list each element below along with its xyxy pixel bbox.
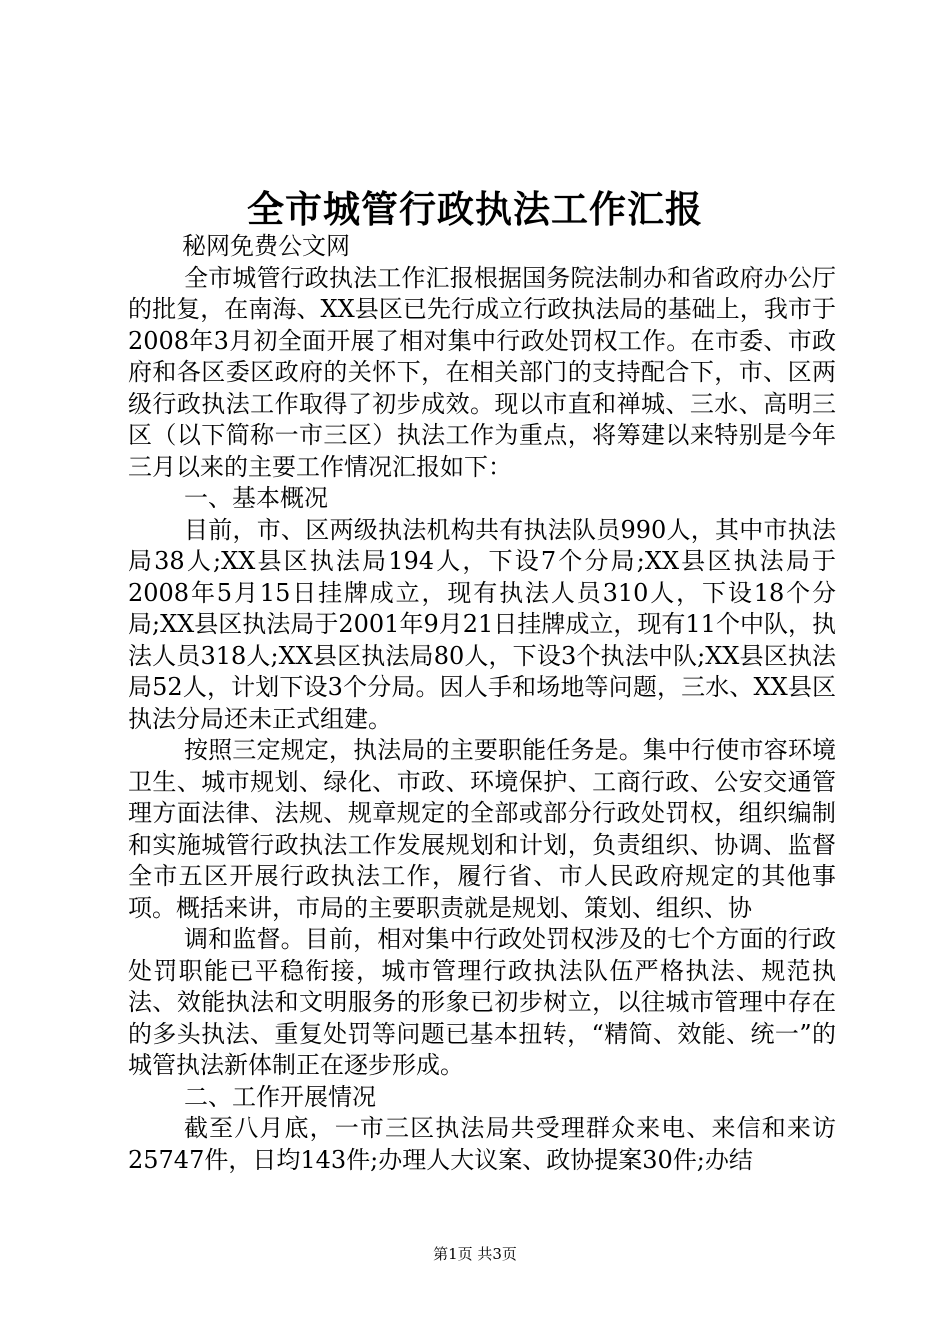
- source-line: 秘网免费公文网: [182, 232, 350, 260]
- paragraph-intro: 全市城管行政执法工作汇报根据国务院法制办和省政府办公厅的批复，在南海、XX县区已先行成立行政执法局的基础上，我市于2008年3月初全面开展了相对集中行政处罚权工作。在市委、市政府和各区委区政府的关怀下，在相关部门的支持配合下，市、区两级行政执法工作取得了初步成效。现以市直和禅城、三水、高明三区（以下简称一市三区）执法工作为重点，将筹建以来特别是今年三月以来的主要工作情况汇报如下：: [128, 263, 836, 481]
- document-body: [128, 231, 836, 1176]
- paragraph-work-progress: 截至八月底，一市三区执法局共受理群众来电、来信和来访25747件，日均143件;办理人大议案、政协提案30件;办结: [128, 1114, 836, 1174]
- section-heading-work-progress: 二、工作开展情况: [184, 1082, 376, 1111]
- page-footer: 第1页 共3页: [433, 1245, 517, 1263]
- document-title: 全市城管行政执法工作汇报: [247, 187, 703, 231]
- paragraph-functions-continued: 调和监督。目前，相对集中行政处罚权涉及的七个方面的行政处罚职能已平稳衔接，城市管理行政执法队伍严格执法、规范执法、效能执法和文明服务的形象已初步树立，以往城市管理中存在的多头执法、重复处罚等问题已基本扭转，“精简、效能、统一”的城管执法新体制正在逐步形成。: [128, 925, 836, 1079]
- section-heading-basic-overview: 一、基本概况: [184, 484, 328, 512]
- paragraph-staffing: 目前，市、区两级执法机构共有执法队员990人，其中市执法局38人;XX县区执法局194人，下设7个分局;XX县区执法局于2008年5月15日挂牌成立，现有执法人员310人，下设18个分局;XX县区执法局于2001年9月21日挂牌成立，现有11个中队，执法人员318人;XX县区执法局80人，下设3个执法中队;XX县区执法局52人，计划下设3个分局。因人手和场地等问题，三水、XX县区执法分局还未正式组建。: [128, 515, 836, 733]
- paragraph-functions: 按照三定规定，执法局的主要职能任务是。集中行使市容环境卫生、城市规划、绿化、市政、环境保护、工商行政、公安交通管理方面法律、法规、规章规定的全部或部分行政处罚权，组织编制和实施城管行政执法工作发展规划和计划，负责组织、协调、监督全市五区开展行政执法工作，履行省、市人民政府规定的其他事项。概括来讲，市局的主要职责就是规划、策划、组织、协: [128, 736, 836, 922]
